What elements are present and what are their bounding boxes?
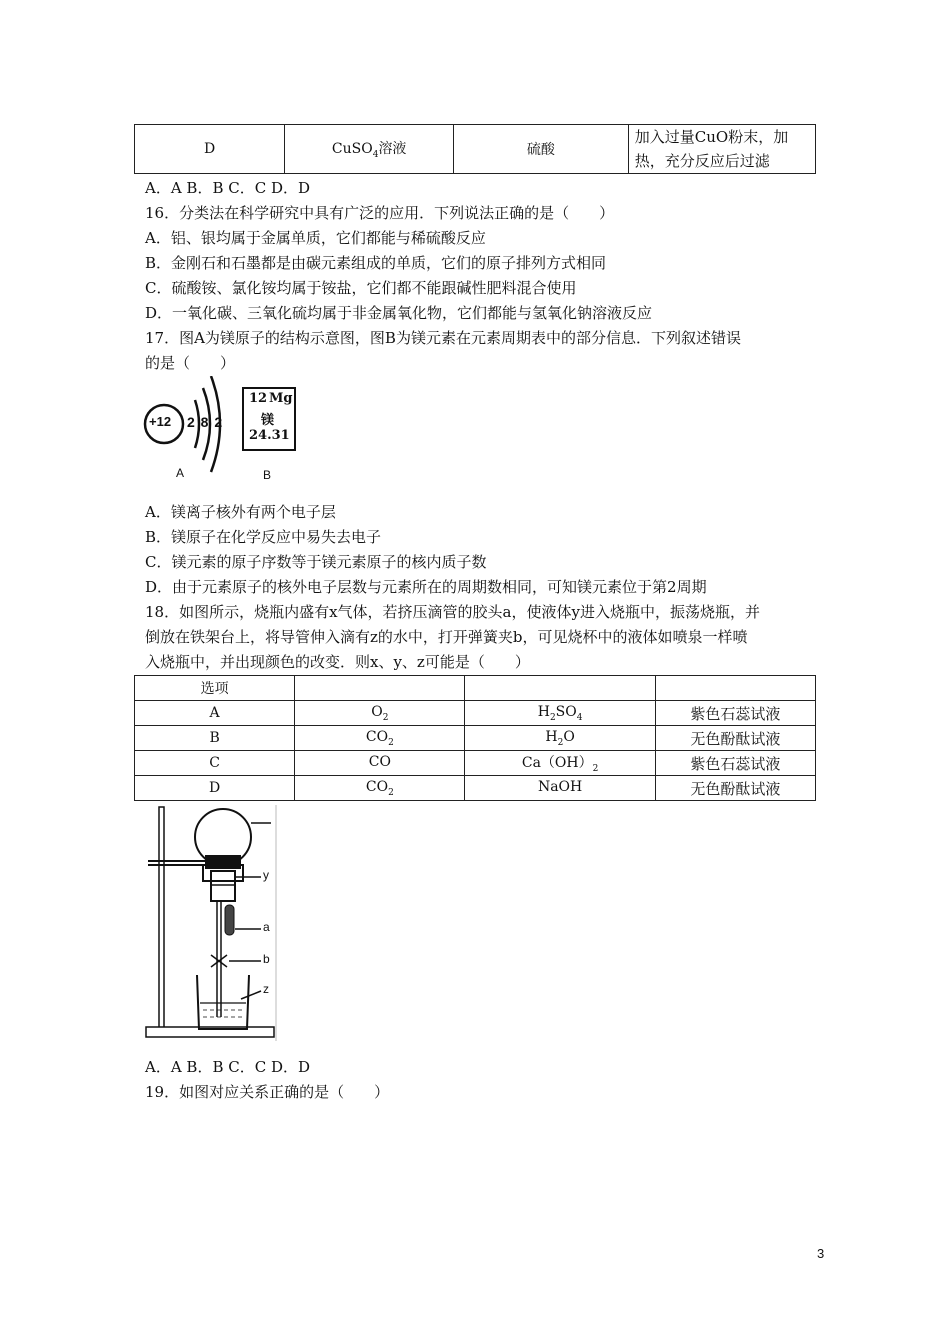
q16-option-d: D．一氧化碳、三氧化硫均属于非金属氧化物，它们都能与氢氧化钠溶液反应 (145, 304, 653, 322)
impurity-cell: 硫酸 (454, 125, 629, 174)
table-row: D $CO_2$ NaOH 无色酚酞试液 (135, 776, 816, 801)
element-symbol: Mg (269, 391, 293, 406)
q16-option-b: B．金刚石和石墨都是由碳元素组成的单质，它们的原子排列方式相同 (145, 254, 607, 272)
q18-stem-line1: 18．如图所示，烧瓶内盛有x气体，若挤压滴管的胶头a，使液体y进入烧瓶中，振荡烧瓶，并 (145, 603, 760, 621)
atomic-number: 12 (249, 391, 268, 406)
q18-stem-line2: 倒放在铁架台上，将导管伸入滴有z的水中，打开弹簧夹b，可见烧杯中的液体如喷泉一样喷 (145, 628, 748, 646)
q16-stem: 16．分类法在科学研究中具有广泛的应用．下列说法正确的是（ ） (145, 204, 615, 222)
figure-a-label: A (176, 466, 185, 480)
q19-stem: 19．如图对应关系正确的是（ ） (145, 1083, 390, 1101)
option-cell: D (135, 125, 285, 174)
header-option: 选项 (135, 676, 295, 701)
table-row: C CO $Ca(OH)_2$ 紫色石蕊试液 (135, 751, 816, 776)
q17-stem-line1: 17．图A为镁原子的结构示意图，图B为镁元素在元素周期表中的部分信息．下列叙述错误 (145, 329, 741, 347)
page-number: 3 (817, 1246, 825, 1261)
apparatus-diagram (143, 805, 280, 1041)
label-b: b (263, 952, 270, 966)
nucleus-charge: +12 (149, 414, 172, 429)
q17-option-d: D．由于元素原子的核外电子层数与元素所在的周期数相同，可知镁元素位于第2周期 (145, 578, 707, 596)
q17-option-c: C．镁元素的原子序数等于镁元素原子的核内质子数 (145, 553, 487, 571)
atomic-mass: 24.31 (249, 428, 290, 443)
label-a: a (263, 920, 270, 934)
method-cell: 加入过量CuO粉末，加热，充分反应后过滤 (628, 125, 815, 174)
q18-table (134, 675, 816, 801)
q17-stem-line2: 的是（ ） (145, 354, 236, 372)
table-row (135, 125, 816, 174)
table-row: B $CO_2$ $H_2O$ 无色酚酞试液 (135, 726, 816, 751)
q17-option-a: A．镁离子核外有两个电子层 (145, 503, 336, 521)
label-z: z (263, 982, 269, 996)
label-y: y (263, 868, 269, 882)
table-header-row (135, 676, 816, 701)
q16-option-c: C．硫酸铵、氯化铵均属于铵盐，它们都不能跟碱性肥料混合使用 (145, 279, 577, 297)
substance-cell: CuSO$_4$溶液 (285, 125, 454, 174)
q15-answers: A．A B．B C．C D．D (145, 179, 311, 197)
magnesium-figure (143, 376, 298, 484)
table-row: A $O_2$ $H_2SO_4$ 紫色石蕊试液 (135, 701, 816, 726)
figure-b-label: B (263, 468, 272, 482)
top-table (134, 124, 816, 174)
q18-answers: A．A B．B C．C D．D (145, 1058, 311, 1076)
q16-option-a: A．铝、银均属于金属单质，它们都能与稀硫酸反应 (145, 229, 486, 247)
element-name: 镁 (261, 413, 275, 428)
q17-option-b: B．镁原子在化学反应中易失去电子 (145, 528, 382, 546)
electron-shells: 2 8 2 (187, 414, 223, 430)
q18-stem-line3: 入烧瓶中，并出现颜色的改变．则x、y、z可能是（ ） (145, 653, 530, 671)
fountain-apparatus-figure (143, 805, 280, 1041)
